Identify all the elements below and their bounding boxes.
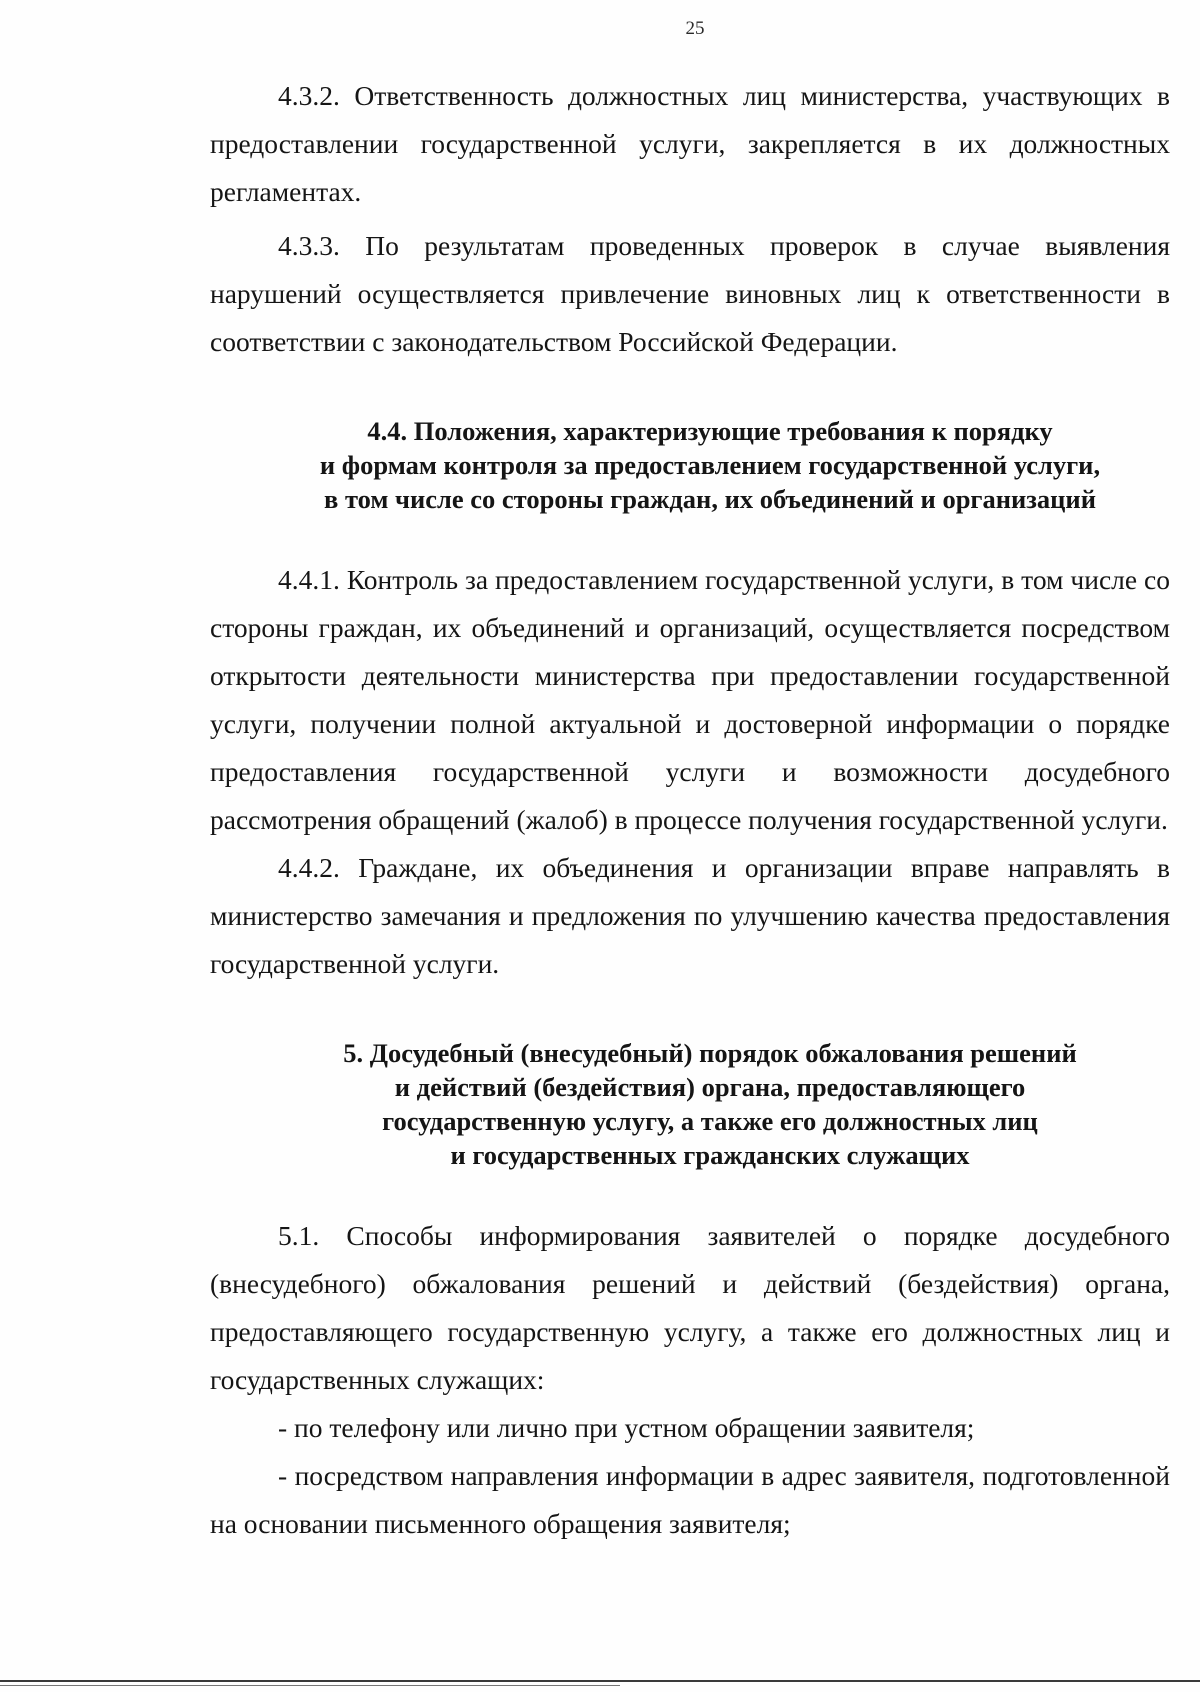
heading-line: и формам контроля за предоставлением государственной услуги, (319, 450, 1101, 480)
heading-line: и государственных гражданских служащих (450, 1140, 970, 1170)
list-item: - по телефону или лично при устном обращении заявителя; (278, 1412, 975, 1443)
heading-section-5 (210, 1036, 1170, 1172)
scan-edge-line-thin (0, 1685, 620, 1686)
paragraph-4-4-2: 4.4.2. Граждане, их объединения и организации вправе направлять в министерство замечания и предложения по улучшению качества предоставления государственной услуги. (210, 852, 1170, 979)
paragraph-4-3-3: 4.3.3. По результатам проведенных проверок в случае выявления нарушений осуществляется привлечение виновных лиц к ответственности в соответствии с законодательством Российской Федерации. (210, 230, 1170, 357)
paragraph-4-4-1: 4.4.1. Контроль за предоставлением государственной услуги, в том числе со стороны граждан, их объединений и организаций, осуществляется посредством открытости деятельности министерства при предоставлении государственной услуги, получении полной актуальной и достоверной информации о порядке предоставления государственной услуги и возможности досудебного рассмотрения обращений (жалоб) в процессе получения государственной услуги. (210, 564, 1170, 835)
list-item: - посредством направления информации в адрес заявителя, подготовленной на основании письменного обращения заявителя; (210, 1460, 1170, 1539)
heading-line: 4.4. Положения, характеризующие требования к порядку (367, 416, 1053, 446)
heading-section-4-4 (210, 414, 1170, 516)
scan-edge-line (0, 1680, 1200, 1682)
paragraph-5-1: 5.1. Способы информирования заявителей о порядке досудебного (внесудебного) обжалования решений и действий (бездействия) органа, предоставляющего государственную услугу, а также его должностных лиц и государственных служащих: (210, 1220, 1170, 1395)
heading-line: в том числе со стороны граждан, их объединений и организаций (324, 484, 1096, 514)
heading-line: государственную услугу, а также его должностных лиц (382, 1106, 1038, 1136)
heading-line: и действий (бездействия) органа, предоставляющего (394, 1072, 1026, 1102)
document-body (210, 72, 1170, 1548)
paragraph-4-3-2: 4.3.2. Ответственность должностных лиц министерства, участвующих в предоставлении государственной услуги, закрепляется в их должностных регламентах. (210, 80, 1170, 207)
heading-line: 5. Досудебный (внесудебный) порядок обжалования решений (343, 1038, 1077, 1068)
page-number: 25 (685, 18, 705, 39)
